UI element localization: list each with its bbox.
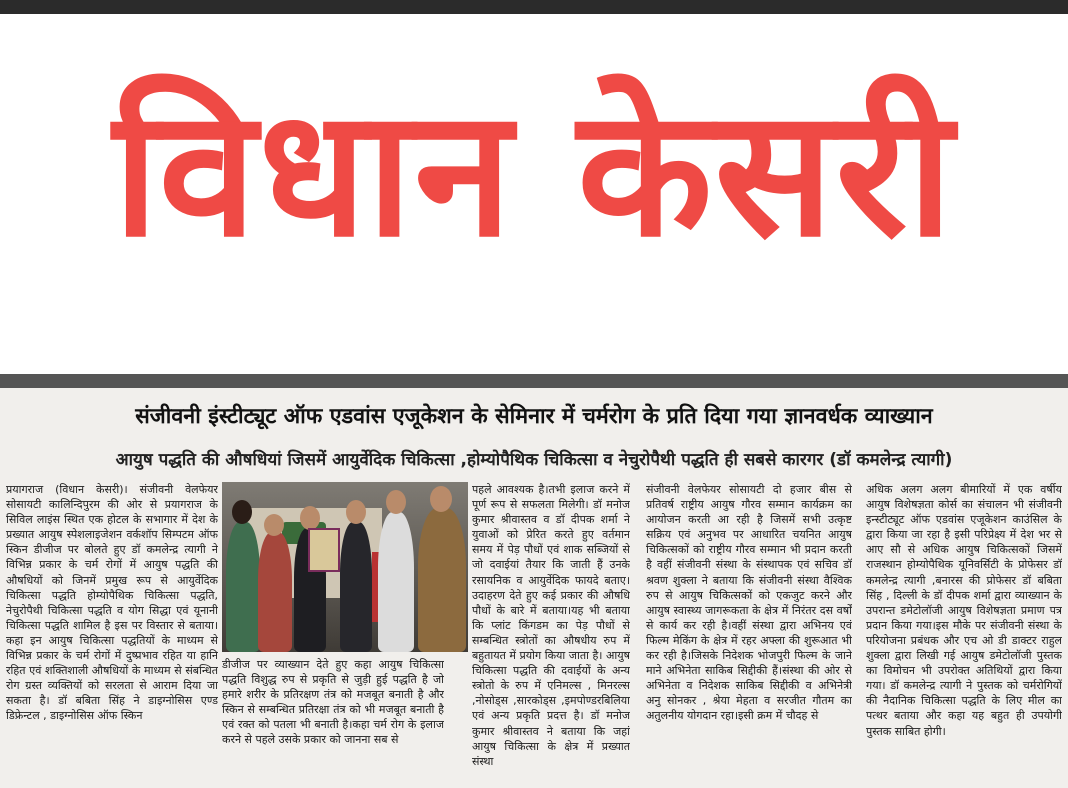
top-strip [0, 0, 1068, 14]
article-column-3: पहले आवश्यक है।तभी इलाज करने में पूर्ण रूप से सफलता मिलेगी। डॉ मनोज कुमार श्रीवास्तव व डॉ दीपक शर्मा ने युवाओं को प्रेरित करते हुए वर्तमान समय में पेड़ पौधों एवं शाक सब्जियों से जो दवाईयां तैयार कि जाती हैं उनके रसायनिक व आयुर्वेदिक फायदे बताए। उदाहरण देते हुए कई प्रकार की औषधि पौधों के बारे में बताया।यह भी बताया कि प्लांट किंगडम का पेड़ पौधों से सम्बन्धित स्त्रोतों का औषधीय रुप में बहुतायत में प्रयोग किया जाता है। आयुष चिकित्सा पद्धति की दवाईयों के अन्य स्त्रोतो के रुप में एनिमल्स , मिनरल्स ,नोसोड्स ,सारकोड्स ,इमपोण्डरबिलिया एवं अन्य प्रकृति प्रदत्त है। डॉ मनोज कुमार श्रीवास्तव ने बताया कि जहां आयुष चिकित्सा के क्षेत्र में प्रख्यात संस्था [472, 483, 630, 768]
photo-person-4 [340, 522, 372, 652]
article-headline: संजीवनी इंस्टीट्यूट ऑफ एडवांस एजूकेशन के सेमिनार में चर्मरोग के प्रति दिया गया ज्ञानवर्धक व्याख्यान [135, 404, 933, 429]
photo-memento [308, 528, 340, 572]
photo-person-5 [378, 512, 414, 652]
newspaper-title: विधान केसरी [113, 71, 955, 276]
article-subheadline: आयुष पद्धति की औषधियां जिसमें आयुर्वेदिक चिकित्सा ,होम्योपैथिक चिकित्सा व नेचुरोपैथी पद्धति ही सबसे कारगर (डॉ कमलेन्द्र त्यागी) [115, 450, 953, 470]
photo-person-3-head [300, 506, 320, 530]
article-column-1: प्रयागराज (विधान केसरी)। संजीवनी वेलफेयर सोसायटी कालिन्दिपुरम की ओर से प्रयागराज के सिविल लाइंस स्थित एक होटल के सभागार में देश के प्रख्यात आयुष स्पेशलाइजेशन वर्कशॉप सिम्पटम ऑफ स्किन डीजीज पर बोलते हुए डॉ कमलेन्द्र त्यागी ने विभिन्न प्रकार के चर्म रोगों में आयुष पद्धति की औषधियों को जिनमें प्रमुख रूप से आयुर्वेदिक चिकित्सा पद्धति होम्योपैथिक चिकित्सा पद्धति, नेचुरोपैथी चिकित्सा पद्धति व योग सिद्धा एवं यूनानी चिकित्सा पद्धति शामिल है इस पर विस्तार से बताया।कहा इन आयुष चिकित्सा पद्धतियों के माध्यम से विभिन्न प्रकार के चर्म रोगों में दुष्प्रभाव रहित या हानि रहित एवं शक्तिशाली औषधियों के माध्यम से संबन्धित रोग ग्रस्त व्यक्तियों को सरलता से आराम दिया जा सकता है। डॉ बबिता सिंह ने डाइग्नोसिस एण्ड डिफ्रेन्टल , डाइग्नोसिस ऑफ स्किन [6, 483, 218, 723]
photo-person-2-head [264, 514, 284, 536]
masthead [0, 14, 1068, 374]
article-column-5: अधिक अलग अलग बीमारियों में एक वर्षीय आयुष विशेषज्ञता कोर्स का संचालन भी संजीवनी इन्स्टीट्यूट ऑफ एडवांस एजूकेशन काउंसिल के द्वारा किया जा रहा है इसी परिप्रेक्ष्य में देश भर से आए सौ से अधिक आयुष चिकित्सकों जिसमें राजस्थान होम्योपैथिक यूनिवर्सिटी के प्रोफेसर डॉ कमलेन्द्र त्यागी ,बनारस की प्रोफेसर डॉ बबिता सिंह , दिल्ली के डॉ दीपक शर्मा द्वारा व्याख्यान के उपरान्त डमेटोलॉजी आयुष विशेषज्ञता प्रमाण पत्र प्रदान किया गया।इस मौके पर संजीवनी संस्था के परियोजना प्रबंधक और एच ओ डी डाक्टर राहुल शुक्ला द्वारा लिखी गई आयुष डमेटोलॉजी पुस्तक का विमोचन भी उपरोक्त अतिथियों द्वारा किया गया। डॉ कमलेन्द्र त्यागी ने पुस्तक को चर्मरोगियों की नैदानिक चिकित्सा पद्धति के लिए मील का पत्थर बताया और कहा यह बहुत ही उपयोगी पुस्तक साबित होगी। [866, 483, 1062, 738]
newspaper-clipping [0, 388, 1068, 788]
photo-person-1 [226, 522, 260, 652]
photo-person-1-head [232, 500, 252, 524]
article-photo [222, 482, 468, 652]
article-column-4: संजीवनी वेलफेयर सोसायटी दो हजार बीस से प्रतिवर्ष राष्ट्रीय आयुष गौरव सम्मान कार्यक्रम का आयोजन करती आ रही है जिसमें सभी उत्कृष्ट सक्रिय एवं अनुभव पर आधारित चयनित आयुष चिकित्सकों को राष्ट्रीय गौरव सम्मान भी प्रदान करती है वहीं संजीवनी संस्था के संस्थापक एवं सचिव डॉ श्रवण शुक्ला ने बताया कि संजीवनी संस्था वैश्विक रुप से आयुष चिकित्सकों को एकजुट करने और आयुष स्वास्थ्य जागरूकता के क्षेत्र में निरंतर दस वर्षों से कार्य कर रही है।वहीं संस्था द्वारा अभिनय एवं फिल्म मेकिंग के क्षेत्र में रहर अफ्ला की शुरूआत भी कर रही है।जिसके निदेशक भोजपुरी फिल्म के जाने माने अभिनेता साकिब सिद्दीकी हैं।संस्था की ओर से अभिनेता व निदेशक साकिब सिद्दीकी व अभिनेत्री अनु सोनकर , श्रेया मेहता व सरजीत गौतम का अतुलनीय योगदान रहा।इसी क्रम में चौदह से [646, 483, 852, 723]
photo-person-2 [258, 532, 292, 652]
article-column-2: डीजीज पर व्याख्यान देते हुए कहा आयुष चिकित्सा पद्धति विशुद्ध रुप से प्रकृति से जुड़ी हुई पद्धति है जो हमारे शरीर के प्रतिरक्षण तंत्र को मजबूत बनाती है और स्किन से सम्बन्धित प्रतिरक्षा तंत्र को भी मजबूत बनाती है एवं रक्त को पतला भी बनाती है।कहा चर्म रोग के इलाज करने से पहले उसके प्रकार को जानना सब से [222, 658, 444, 747]
photo-person-4-head [346, 500, 366, 524]
photo-person-5-head [386, 490, 406, 514]
photo-person-6-head [430, 486, 452, 512]
section-divider [0, 374, 1068, 388]
photo-person-6 [418, 508, 466, 652]
